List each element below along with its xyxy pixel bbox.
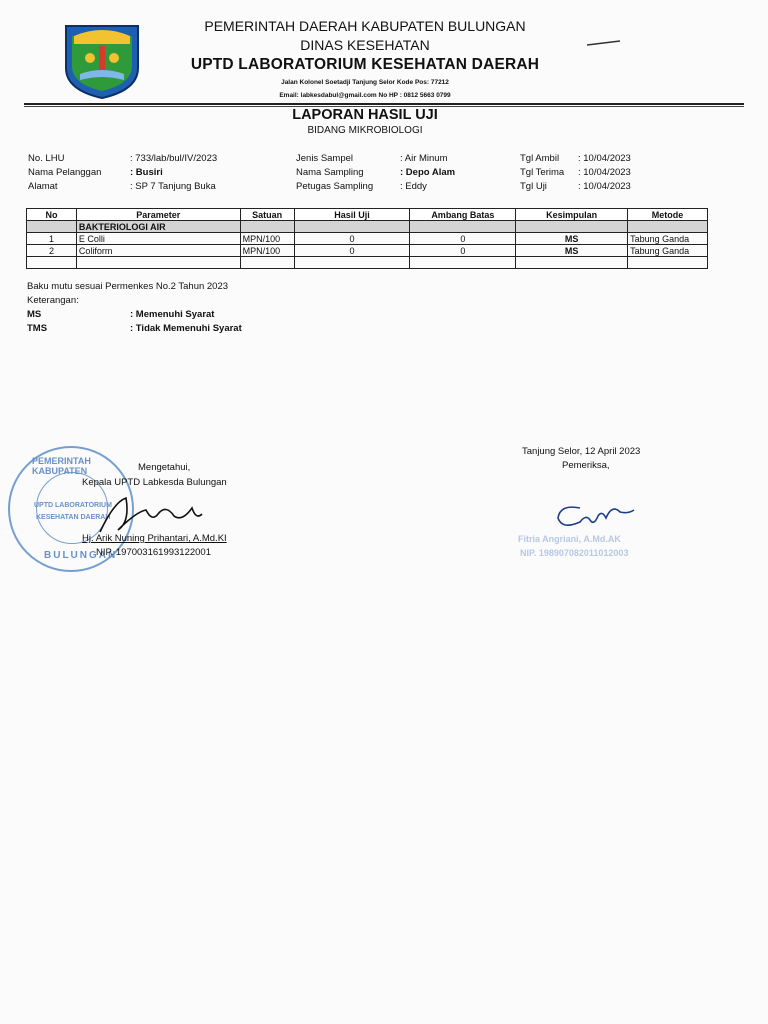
tgl-uji-label: Tgl Uji xyxy=(520,181,547,192)
results-table xyxy=(26,208,708,269)
jenis-sampel-label: Jenis Sampel xyxy=(296,153,354,164)
col-header-ambang-batas: Ambang Batas xyxy=(410,209,516,221)
table-row xyxy=(27,245,708,257)
table-header-row xyxy=(27,209,708,221)
cell-hasil-uji: 0 xyxy=(294,245,410,257)
bulungan-regency-logo xyxy=(60,22,144,100)
cell-ambang-batas: 0 xyxy=(410,245,516,257)
left-sign-line2: Kepala UPTD Labkesda Bulungan xyxy=(82,477,227,488)
report-subtitle: BIDANG MIKROBIOLOGI xyxy=(307,125,423,136)
cell-hasil-uji: 0 xyxy=(294,233,410,245)
ms-code: MS xyxy=(27,309,42,320)
right-sign-role: Pemeriksa, xyxy=(562,460,610,471)
section-label: BAKTERIOLOGI AIR xyxy=(76,221,240,233)
nama-sampling-label: Nama Sampling xyxy=(296,167,364,178)
tms-description: : Tidak Memenuhi Syarat xyxy=(130,323,242,334)
keterangan-label: Keterangan: xyxy=(27,295,79,306)
section-row xyxy=(27,221,708,233)
right-sign-nip: NIP. 198907082011012003 xyxy=(520,548,629,558)
stamp-top-text: PEMERINTAH KABUPATEN xyxy=(32,456,91,476)
header-department: DINAS KESEHATAN xyxy=(300,37,430,53)
cell-satuan: MPN/100 xyxy=(240,245,294,257)
pelanggan-value: : Busiri xyxy=(130,167,163,178)
right-sign-name: Fitria Angriani, A.Md.AK xyxy=(518,534,621,544)
stamp-bottom-text: BULUNGAN xyxy=(44,550,118,561)
col-header-no: No xyxy=(27,209,77,221)
tgl-ambil-label: Tgl Ambil xyxy=(520,153,560,164)
jenis-sampel-value: : Air Minum xyxy=(400,153,448,164)
header-laboratory: UPTD LABORATORIUM KESEHATAN DAERAH xyxy=(190,56,540,73)
table-empty-row xyxy=(27,257,708,269)
cell-kesimpulan: MS xyxy=(516,245,628,257)
col-header-metode: Metode xyxy=(628,209,708,221)
col-header-hasil-uji: Hasil Uji xyxy=(294,209,410,221)
stamp-mid-text-2: KESEHATAN DAERAH xyxy=(36,514,111,521)
no-lhu-value: : 733/lab/bul/IV/2023 xyxy=(130,153,218,164)
cell-metode: Tabung Ganda xyxy=(628,233,708,245)
tgl-uji-value: : 10/04/2023 xyxy=(578,181,631,192)
tgl-terima-value: : 10/04/2023 xyxy=(578,167,631,178)
cell-ambang-batas: 0 xyxy=(410,233,516,245)
baku-mutu-note: Baku mutu sesuai Permenkes No.2 Tahun 2023 xyxy=(27,281,229,292)
left-sign-name: Hj. Arik Nuning Prihantari, A.Md.KI xyxy=(82,533,227,544)
no-lhu-label: No. LHU xyxy=(28,153,65,164)
petugas-label: Petugas Sampling xyxy=(296,181,374,192)
col-header-satuan: Satuan xyxy=(240,209,294,221)
alamat-value: : SP 7 Tanjung Buka xyxy=(130,181,216,192)
cell-no: 1 xyxy=(27,233,77,245)
col-header-kesimpulan: Kesimpulan xyxy=(516,209,628,221)
tms-code: TMS xyxy=(27,323,48,334)
petugas-value: : Eddy xyxy=(400,181,427,192)
report-title: LAPORAN HASIL UJI xyxy=(292,107,438,123)
cell-metode: Tabung Ganda xyxy=(628,245,708,257)
col-header-parameter: Parameter xyxy=(76,209,240,221)
stamp-mid-text-1: UPTD LABORATORIUM xyxy=(34,502,112,509)
header-address: Jalan Kolonel Soetadji Tanjung Selor Kode Pos: 77212 xyxy=(281,79,449,86)
cell-kesimpulan: MS xyxy=(516,233,628,245)
nama-sampling-value: : Depo Alam xyxy=(400,167,456,178)
pen-mark xyxy=(586,38,622,48)
tgl-ambil-value: : 10/04/2023 xyxy=(578,153,631,164)
header-government: PEMERINTAH DAERAH KABUPATEN BULUNGAN xyxy=(204,18,526,34)
header-rule-thick xyxy=(24,103,744,105)
cell-parameter: E Colli xyxy=(76,233,240,245)
left-sign-nip: NIP. 197003161993122001 xyxy=(96,547,211,558)
pelanggan-label: Nama Pelanggan xyxy=(28,167,102,178)
cell-parameter: Coliform xyxy=(76,245,240,257)
left-sign-line1: Mengetahui, xyxy=(138,462,191,473)
right-signature xyxy=(550,496,636,536)
cell-satuan: MPN/100 xyxy=(240,233,294,245)
left-signature xyxy=(96,492,206,538)
tgl-terima-label: Tgl Terima xyxy=(520,167,565,178)
header-contact: Email: labkesdabul@gmail.com No HP : 0812 5663 0799 xyxy=(279,92,451,99)
alamat-label: Alamat xyxy=(28,181,58,192)
ms-description: : Memenuhi Syarat xyxy=(130,309,215,320)
table-row xyxy=(27,233,708,245)
place-date: Tanjung Selor, 12 April 2023 xyxy=(522,446,641,457)
cell-no: 2 xyxy=(27,245,77,257)
